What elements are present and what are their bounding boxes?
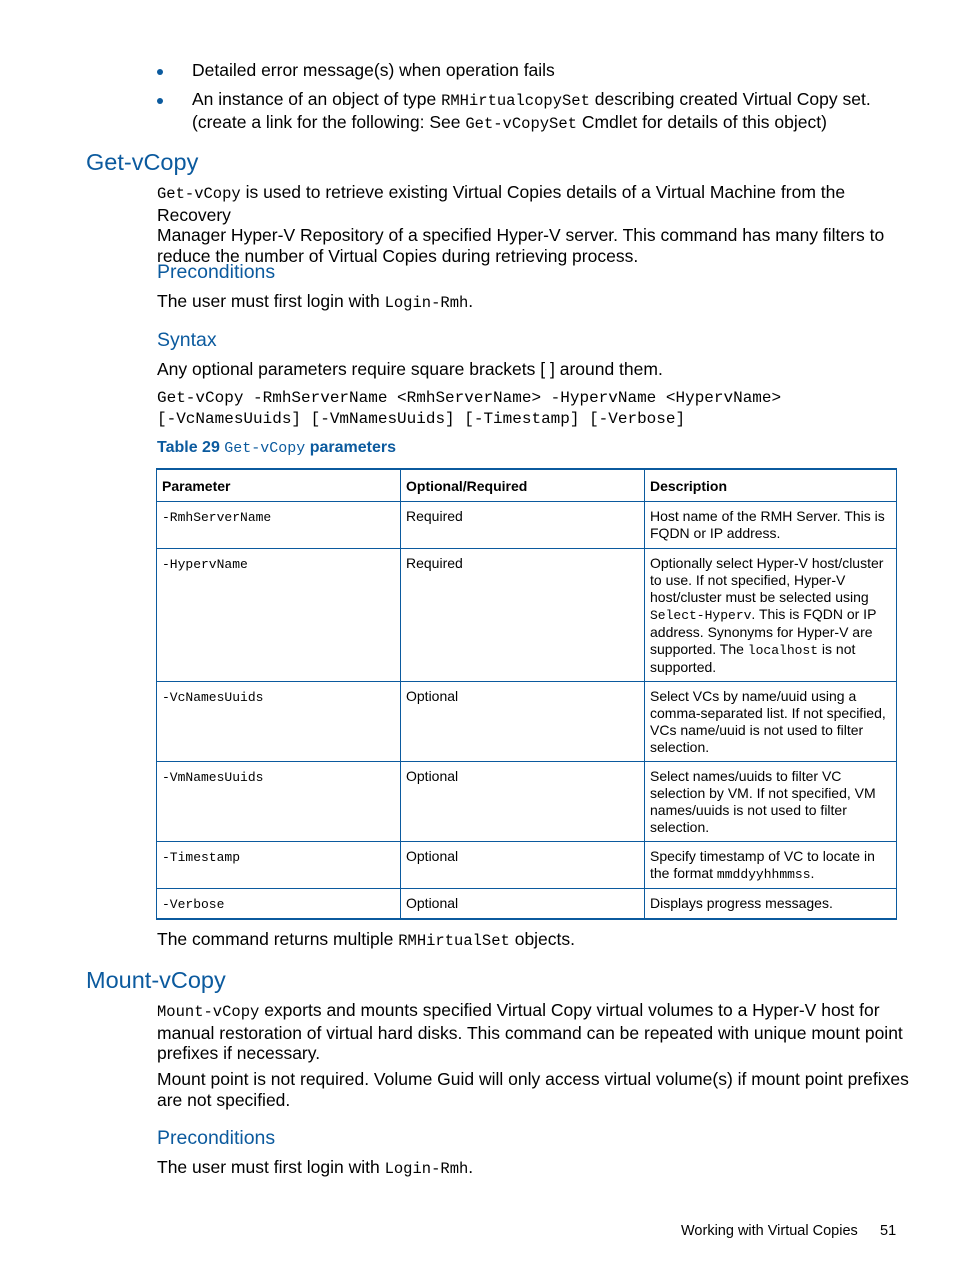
inline-code: RMHirtualcopySet <box>441 92 590 110</box>
section-heading-get-vcopy: Get-vCopy <box>86 149 199 175</box>
inline-code: Get-vCopy <box>224 440 306 457</box>
preconditions-text: The user must first login with Login-Rmh. <box>157 1157 474 1178</box>
table-row <box>157 889 897 920</box>
subheading-preconditions: Preconditions <box>157 1127 276 1149</box>
param-requirement: Optional <box>401 762 645 842</box>
table-row <box>157 549 897 682</box>
param-description: Specify timestamp of VC to locate in the format mmddyyhhmmss. <box>645 842 897 889</box>
param-description: Displays progress messages. <box>645 889 897 920</box>
param-requirement: Optional <box>401 682 645 762</box>
param-requirement: Required <box>401 549 645 682</box>
returns-text: The command returns multiple RMHirtualSet objects. <box>157 929 576 950</box>
inline-code: localhost <box>747 643 819 658</box>
inline-code: Select-Hyperv <box>650 608 752 623</box>
param-description: Optionally select Hyper-V host/cluster to use. If not specified, Hyper-V host/cluster must be selected using Select-Hyperv. This is FQDN or IP address. Synonyms for Hyper-V are supported. The localhost is not supported. <box>645 549 897 682</box>
param-name: -RmhServerName <box>162 510 272 525</box>
inline-code: Login-Rmh <box>384 294 469 312</box>
inline-code: Login-Rmh <box>384 1160 469 1178</box>
mount-vcopy-intro: Mount-vCopy exports and mounts specified Virtual Copy virtual volumes to a Hyper-V host for manual restoration of virtual hard disks. This command can be repeated with unique mount point prefixes if necessary. <box>157 1000 903 1063</box>
inline-code: Mount-vCopy <box>157 1003 260 1021</box>
bullet-dot <box>157 69 163 75</box>
param-description: Select VCs by name/uuid using a comma-separated list. If not specified, VCs name/uuid is not used to filter selection. <box>645 682 897 762</box>
bullet-item: An instance of an object of type RMHirtualcopySet describing created Virtual Copy set. (create a link for the following: See Get-vCopySet Cmdlet for details of this object) <box>192 89 871 133</box>
param-description: Host name of the RMH Server. This is FQDN or IP address. <box>645 502 897 549</box>
footer-section-title: Working with Virtual Copies <box>681 1223 858 1239</box>
table-row <box>157 762 897 842</box>
parameters-table <box>156 468 897 920</box>
param-name: -Verbose <box>162 897 225 912</box>
mount-vcopy-para2: Mount point is not required. Volume Guid will only access virtual volume(s) if mount point prefixes are not specified. <box>157 1069 909 1110</box>
table-row <box>157 682 897 762</box>
param-name: -VmNamesUuids <box>162 770 264 785</box>
subheading-syntax: Syntax <box>157 329 217 351</box>
param-name: -VcNamesUuids <box>162 690 264 705</box>
column-header-optional-required: Optional/Required <box>401 469 645 502</box>
bullet-item: Detailed error message(s) when operation fails <box>192 60 555 80</box>
table-row <box>157 842 897 889</box>
column-header-description: Description <box>645 469 897 502</box>
get-vcopy-intro: Get-vCopy is used to retrieve existing Virtual Copies details of a Virtual Machine from the Recovery Manager Hyper-V Repository of a specified Hyper-V server. This command has many filters to reduce the number of Virtual Copies during retrieving process. <box>157 182 885 266</box>
inline-code: mmddyyhhmmss <box>716 867 811 882</box>
table-row <box>157 502 897 549</box>
table-header-row <box>157 469 897 502</box>
bullet-dot <box>157 98 163 104</box>
preconditions-text: The user must first login with Login-Rmh. <box>157 291 474 312</box>
inline-code: RMHirtualSet <box>398 932 510 950</box>
subheading-preconditions: Preconditions <box>157 261 276 283</box>
footer-page-number: 51 <box>880 1223 897 1239</box>
inline-code: Get-vCopySet <box>465 114 577 133</box>
param-name: -Timestamp <box>162 850 241 865</box>
syntax-code-block: Get-vCopy -RmhServerName <RmhServerName> -HypervName <HypervName> [-VcNamesUuids] [-VmNamesUuids] [-Timestamp] [-Verbose] <box>157 389 782 428</box>
inline-code: Get-vCopy <box>157 185 241 203</box>
syntax-text: Any optional parameters require square brackets [ ] around them. <box>157 359 663 379</box>
param-name: -HypervName <box>162 557 248 572</box>
section-heading-mount-vcopy: Mount-vCopy <box>86 967 226 993</box>
column-header-parameter: Parameter <box>157 469 401 502</box>
param-requirement: Required <box>401 502 645 549</box>
param-requirement: Optional <box>401 889 645 920</box>
param-requirement: Optional <box>401 842 645 889</box>
table-caption: Table 29 Get-vCopy parameters <box>157 439 397 457</box>
param-description: Select names/uuids to filter VC selection by VM. If not specified, VM names/uuids is not used to filter selection. <box>645 762 897 842</box>
